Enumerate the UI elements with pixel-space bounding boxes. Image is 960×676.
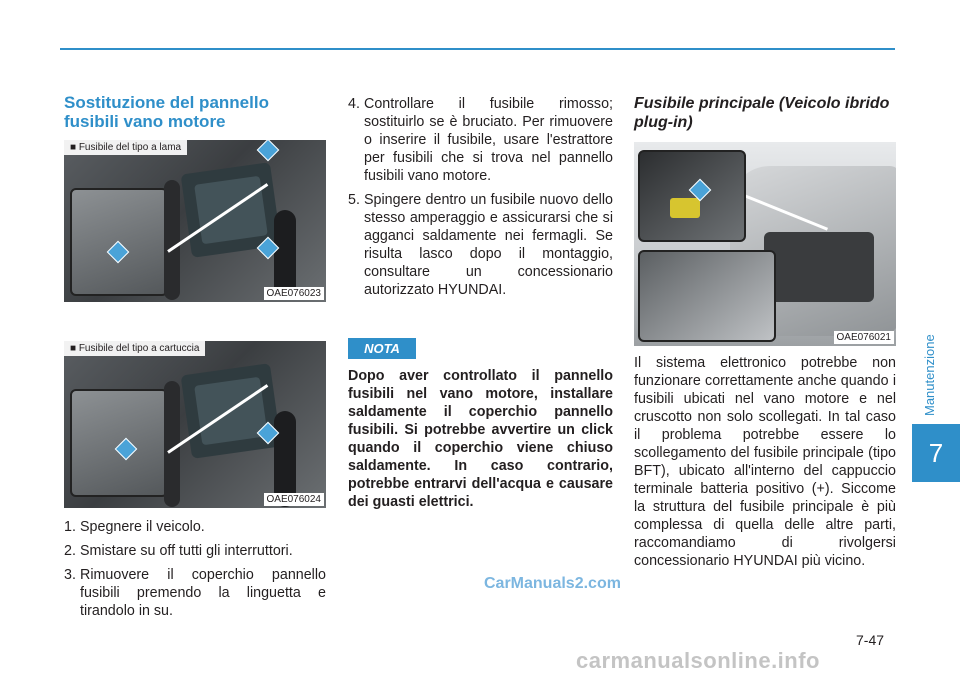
- arrow-icon: [257, 140, 280, 161]
- list-item: [348, 191, 613, 299]
- list-item: [64, 566, 326, 620]
- steps-list-middle: [348, 95, 613, 305]
- list-item: [64, 518, 326, 536]
- fuse-cap-shape: [670, 198, 700, 218]
- trunk-shape: [764, 232, 874, 302]
- figure-caption: ■ Fusibile del tipo a lama: [64, 140, 187, 155]
- step-number: 5.: [348, 192, 360, 208]
- step-text: Spingere dentro un fusibile nuovo dello stesso amperaggio e assicurarsi che si agganci saldamente nei fermagli. Se risulta lasco dopo il montaggio, consultare un concessionario autorizzato HYUNDAI.: [364, 192, 613, 298]
- list-item: [64, 542, 326, 560]
- figure-code: OAE076024: [264, 493, 325, 506]
- figure-cartridge-fuse: [64, 341, 326, 508]
- step-number: 4.: [348, 96, 360, 112]
- fuse-inset-image: [638, 150, 746, 242]
- step-text: Controllare il fusibile rimosso; sostituirlo se è bruciato. Per rimuovere o inserire il fusibile, usare l'estrattore per fusibili che si trova nel pannello fusibili vano motore.: [364, 96, 613, 184]
- watermark: CarManuals2.com: [484, 575, 621, 592]
- figure-caption: ■ Fusibile del tipo a cartuccia: [64, 341, 205, 356]
- figure-main-fuse: [634, 142, 896, 346]
- battery-terminal-inset: [638, 250, 776, 342]
- figure-blade-fuse: [64, 140, 326, 302]
- chapter-tab-label: Manutenzione: [922, 334, 937, 416]
- step-number: 1.: [64, 519, 76, 535]
- chapter-number-tab: 7: [912, 424, 960, 482]
- nota-badge: NOTA: [348, 338, 416, 359]
- figure-code: OAE076023: [264, 287, 325, 300]
- main-fuse-heading: Fusibile principale (Veicolo ibrido plug-in): [634, 95, 890, 131]
- main-fuse-paragraph: Il sistema elettronico potrebbe non funzionare correttamente anche quando i fusibili ubicati nel vano motore e nel cruscotto non solo scollegati. In tal caso il problema potrebbe essere lo scollegamento del fusibile principale (tipo BFT), ubicato all'interno del cappuccio terminale batteria positivo (+). Siccome la struttura del fusibile principale è più complessa di quella delle altre parti, raccomandiamo di rivolgersi concessionario HYUNDAI più vicino.: [634, 355, 896, 569]
- section-heading: Sostituzione del pannello fusibili vano motore: [64, 93, 269, 131]
- list-item: [348, 95, 613, 185]
- hose-shape: [164, 180, 180, 300]
- step-text: Smistare su off tutti gli interruttori.: [80, 543, 293, 559]
- figure-code: OAE076021: [834, 331, 895, 344]
- step-text: Spegnere il veicolo.: [80, 519, 205, 535]
- top-rule: [60, 48, 895, 50]
- step-number: 2.: [64, 543, 76, 559]
- page-number: 7-47: [856, 632, 885, 648]
- nota-text: Dopo aver controllato il pannello fusibili nel vano motore, installare saldamente il coperchio pannello fusibili. Si potrebbe avvertire un click quando il coperchio viene chiuso saldamente. In caso contrario, potrebbe entrarvi dell'acqua e causare dei guasti elettrici.: [348, 368, 613, 510]
- steps-list-left: [64, 518, 326, 626]
- step-text: Rimuovere il coperchio pannello fusibili premendo la linguetta e tirandolo in su.: [80, 567, 326, 619]
- footer-watermark: carmanualsonline.info: [576, 648, 820, 673]
- step-number: 3.: [64, 567, 76, 583]
